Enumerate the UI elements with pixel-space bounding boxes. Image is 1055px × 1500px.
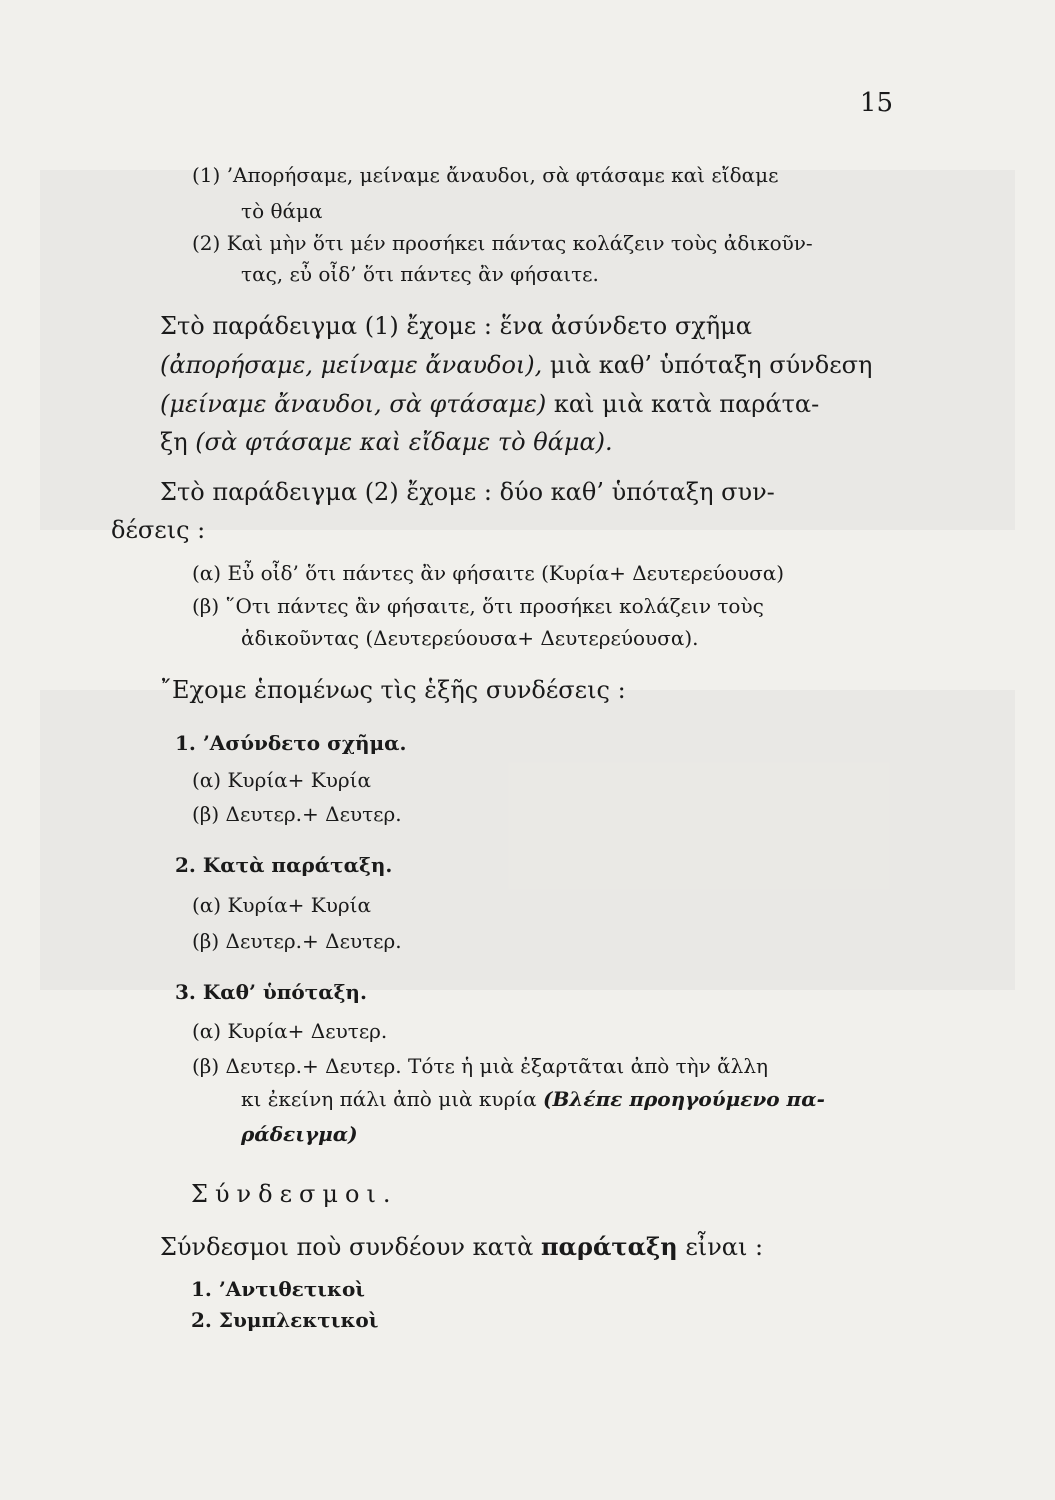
section-1-item-b: (β) Δευτερ.+ Δευτερ. (192, 802, 402, 826)
section-3-title: 3. Καθ’ ὑπόταξη. (175, 980, 367, 1004)
para2-item-a: (α) Εὖ οἶδ’ ὅτι πάντες ἂν φήσαιτε (Κυρία+ Δευτερεύουσα) (192, 561, 785, 585)
para2-line-2: δέσεις : (111, 516, 206, 544)
example-1-line-1: (1) ’Απορήσαμε, μείναμε ἄναυδοι, σὰ φτάσαμε καὶ εἴδαμε (192, 163, 779, 187)
section-3-item-b-line-2 (241, 1087, 825, 1111)
section-3-item-a: (α) Κυρία+ Δευτερ. (192, 1019, 388, 1043)
section-3-text: κι ἐκείνη πάλι ἀπὸ μιὰ κυρία (241, 1087, 544, 1111)
section-3-italic: (Βλέπε προηγούμενο πα- (543, 1087, 825, 1111)
section-1-item-a: (α) Κυρία+ Κυρία (192, 768, 371, 792)
para2-line-1: Στὸ παράδειγμα (2) ἔχομε : δύο καθ’ ὑπόταξη συν- (160, 478, 775, 506)
para1-text: καὶ μιὰ κατὰ παράτα- (546, 390, 820, 418)
para1-line-3 (160, 390, 819, 418)
para3: ῎Εχομε ἑπομένως τὶς ἑξῆς συνδέσεις : (160, 676, 626, 704)
para1-text: ξη (160, 428, 196, 456)
bleed-through-shade (40, 170, 1015, 530)
section-heading: Σύνδεσμοι. (191, 1180, 398, 1208)
page-number: 15 (859, 88, 893, 118)
example-2-line-2: τας, εὖ οἶδ’ ὅτι πάντες ἂν φήσαιτε. (241, 262, 599, 286)
section-2-item-b: (β) Δευτερ.+ Δευτερ. (192, 929, 402, 953)
para2-item-b: (β) ῞Οτι πάντες ἂν φήσαιτε, ὅτι προσήκει κολάζειν τοὺς (192, 594, 764, 618)
list-item-2: 2. Συμπλεκτικοὶ (191, 1308, 379, 1332)
section-1-title: 1. ’Ασύνδετο σχῆμα. (175, 731, 407, 755)
para4 (160, 1232, 763, 1261)
para1-line-1: Στὸ παράδειγμα (1) ἔχομε : ἕνα ἀσύνδετο σχῆμα (160, 312, 752, 340)
para4-text: εἶναι : (677, 1233, 764, 1261)
example-1-line-2: τὸ θάμα (241, 199, 323, 223)
para1-line-2 (160, 351, 872, 379)
para4-bold: παράταξη (540, 1232, 678, 1261)
section-2-item-a: (α) Κυρία+ Κυρία (192, 893, 371, 917)
para1-italic: (μείναμε ἄναυδοι, σὰ φτάσαμε) (160, 390, 547, 418)
para1-text: μιὰ καθ’ ὑπόταξη σύνδεση (542, 351, 873, 379)
list-item-1: 1. ’Αντιθετικοὶ (191, 1277, 365, 1301)
section-2-title: 2. Κατὰ παράταξη. (175, 853, 393, 877)
para1-italic: (σὰ φτάσαμε καὶ εἴδαμε τὸ θάμα). (195, 428, 613, 456)
para1-italic: (ἀπορήσαμε, μείναμε ἄναυδοι), (160, 351, 543, 379)
example-2-line-1: (2) Καὶ μὴν ὅτι μέν προσήκει πάντας κολάζειν τοὺς ἀδικοῦν- (192, 231, 813, 255)
para1-line-4 (160, 428, 613, 456)
section-3-item-b-line-1: (β) Δευτερ.+ Δευτερ. Τότε ἡ μιὰ ἐξαρτᾶται ἀπὸ τὴν ἄλλη (192, 1054, 769, 1078)
para2-item-b-cont: ἀδικοῦντας (Δευτερεύουσα+ Δευτερεύουσα). (241, 626, 699, 650)
para4-text: Σύνδεσμοι ποὺ συνδέουν κατὰ (160, 1233, 541, 1261)
section-3-item-b-line-3: ράδειγμα) (241, 1122, 358, 1146)
